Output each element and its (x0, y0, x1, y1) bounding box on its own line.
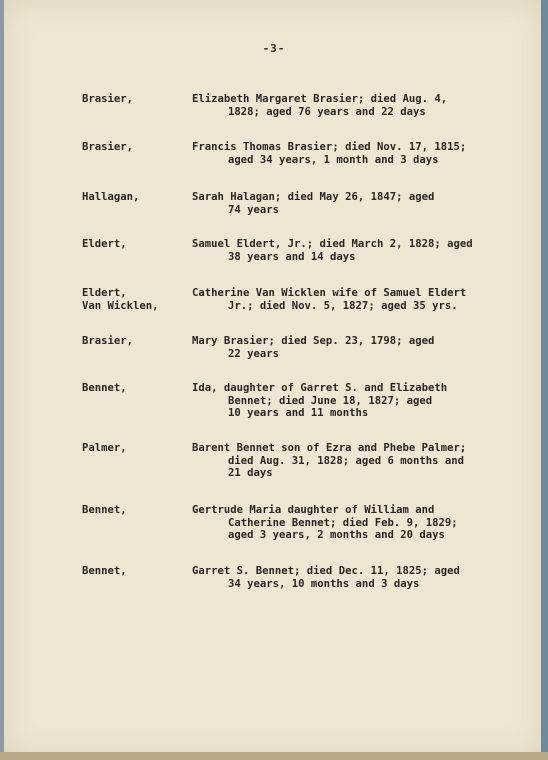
record-line: 74 years (228, 203, 280, 216)
entry-record (192, 335, 522, 360)
entry-surname: Palmer, (82, 442, 127, 454)
record-line: died Aug. 31, 1828; aged 6 months and (228, 454, 464, 467)
record-line: 1828; aged 76 years and 22 days (228, 105, 426, 118)
entry-surname: Bennet, (82, 382, 127, 394)
record-line: Catherine Bennet; died Feb. 9, 1829; (228, 516, 458, 529)
record-line: Ida, daughter of Garret S. and Elizabeth (192, 382, 448, 394)
document-page (4, 0, 544, 756)
record-line: 21 days (228, 467, 273, 479)
entry-surname: Brasier, (82, 141, 134, 153)
page-number: -3- (262, 42, 286, 55)
record-line: Gertrude Maria daughter of William and (192, 504, 435, 516)
record-line: Garret S. Bennet; died Dec. 11, 1825; aged (192, 565, 460, 577)
record-line: Sarah Halagan; died May 26, 1847; aged (192, 191, 435, 203)
record-line: aged 3 years, 2 months and 20 days (228, 529, 445, 541)
record-line: 34 years, 10 months and 3 days (228, 577, 420, 590)
entry-record (192, 504, 522, 542)
record-line: 22 years (228, 347, 280, 360)
entry-surname: Brasier, (82, 335, 134, 347)
binding-edge (541, 0, 548, 760)
page-bottom-edge (0, 752, 548, 760)
record-line: 10 years and 11 months (228, 407, 369, 419)
entry-record (192, 442, 522, 480)
record-line: Elizabeth Margaret Brasier; died Aug. 4, (192, 93, 448, 105)
entry-record (192, 93, 522, 118)
entry-record (192, 382, 522, 420)
record-line: Barent Bennet son of Ezra and Phebe Palmer; (192, 442, 467, 454)
record-line: Catherine Van Wicklen wife of Samuel Eldert (192, 287, 467, 299)
record-line: Francis Thomas Brasier; died Nov. 17, 1815; (192, 141, 467, 153)
record-line: Samuel Eldert, Jr.; died March 2, 1828; aged (192, 238, 473, 250)
entry-surname: Eldert, Van Wicklen, (82, 287, 159, 312)
entry-surname: Brasier, (82, 93, 134, 105)
entry-record (192, 238, 522, 263)
entry-surname: Bennet, (82, 565, 127, 577)
entry-record (192, 287, 522, 312)
entry-surname: Eldert, (82, 238, 127, 250)
record-line: Bennet; died June 18, 1827; aged (228, 394, 433, 407)
entry-surname: Hallagan, (82, 191, 140, 203)
entry-record (192, 191, 522, 216)
entry-surname: Bennet, (82, 504, 127, 516)
record-line: 38 years and 14 days (228, 250, 356, 263)
record-line: Jr.; died Nov. 5, 1827; aged 35 yrs. (228, 299, 458, 312)
record-line: aged 34 years, 1 month and 3 days (228, 153, 439, 166)
entry-record (192, 565, 522, 590)
entry-record (192, 141, 522, 166)
record-line: Mary Brasier; died Sep. 23, 1798; aged (192, 335, 435, 347)
